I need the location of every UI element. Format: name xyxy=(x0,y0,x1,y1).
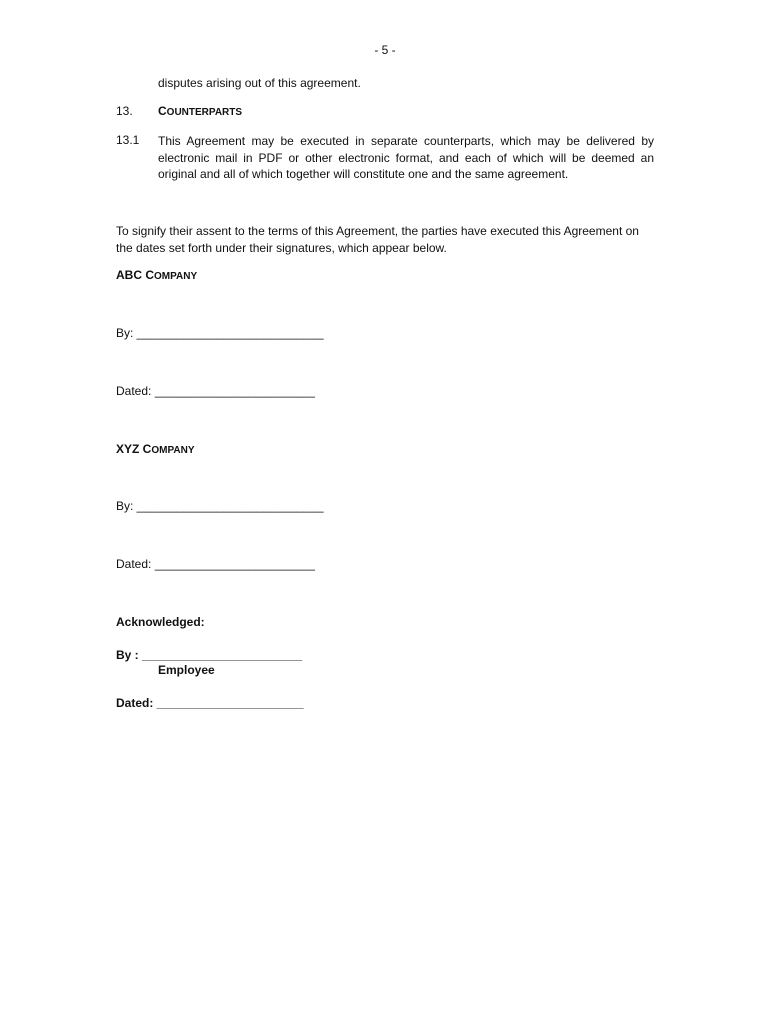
party-xyz-date-line: Dated: ________________________ xyxy=(116,557,315,571)
party-xyz-name-prefix: XYZ C xyxy=(116,442,152,456)
section-title-initial: C xyxy=(158,104,167,118)
section-number: 13. xyxy=(116,104,133,118)
party-xyz-signature-line: By: ____________________________ xyxy=(116,499,324,513)
section-title-rest: OUNTERPARTS xyxy=(166,107,243,118)
section-title xyxy=(158,104,242,118)
party-abc-name xyxy=(116,268,197,282)
continuation-text: disputes arising out of this agreement. xyxy=(158,76,361,90)
employee-date-line: Dated: ______________________ xyxy=(116,696,304,710)
party-xyz-name xyxy=(116,442,195,456)
employee-label: Employee xyxy=(158,663,215,677)
clause-text: This Agreement may be executed in separate counterparts, which may be delivered by electronic mail in PDF or other electronic format, and each of which will be deemed an original and all of which together will constitute one and the same agreement. xyxy=(158,134,654,181)
signature-intro: To signify their assent to the terms of this Agreement, the parties have executed this Agreement on the dates set forth under their signatures, which appear below. xyxy=(116,224,639,255)
clause-number: 13.1 xyxy=(116,133,140,147)
party-abc-name-prefix: ABC C xyxy=(116,268,154,282)
party-xyz-name-rest: OMPANY xyxy=(151,445,195,456)
page-number: - 5 - xyxy=(374,43,396,57)
party-abc-date-line: Dated: ________________________ xyxy=(116,384,315,398)
employee-signature-line: By : ________________________ xyxy=(116,648,303,662)
acknowledged-heading: Acknowledged: xyxy=(116,615,205,629)
party-abc-name-rest: OMPANY xyxy=(154,271,198,282)
party-abc-signature-line: By: ____________________________ xyxy=(116,326,324,340)
